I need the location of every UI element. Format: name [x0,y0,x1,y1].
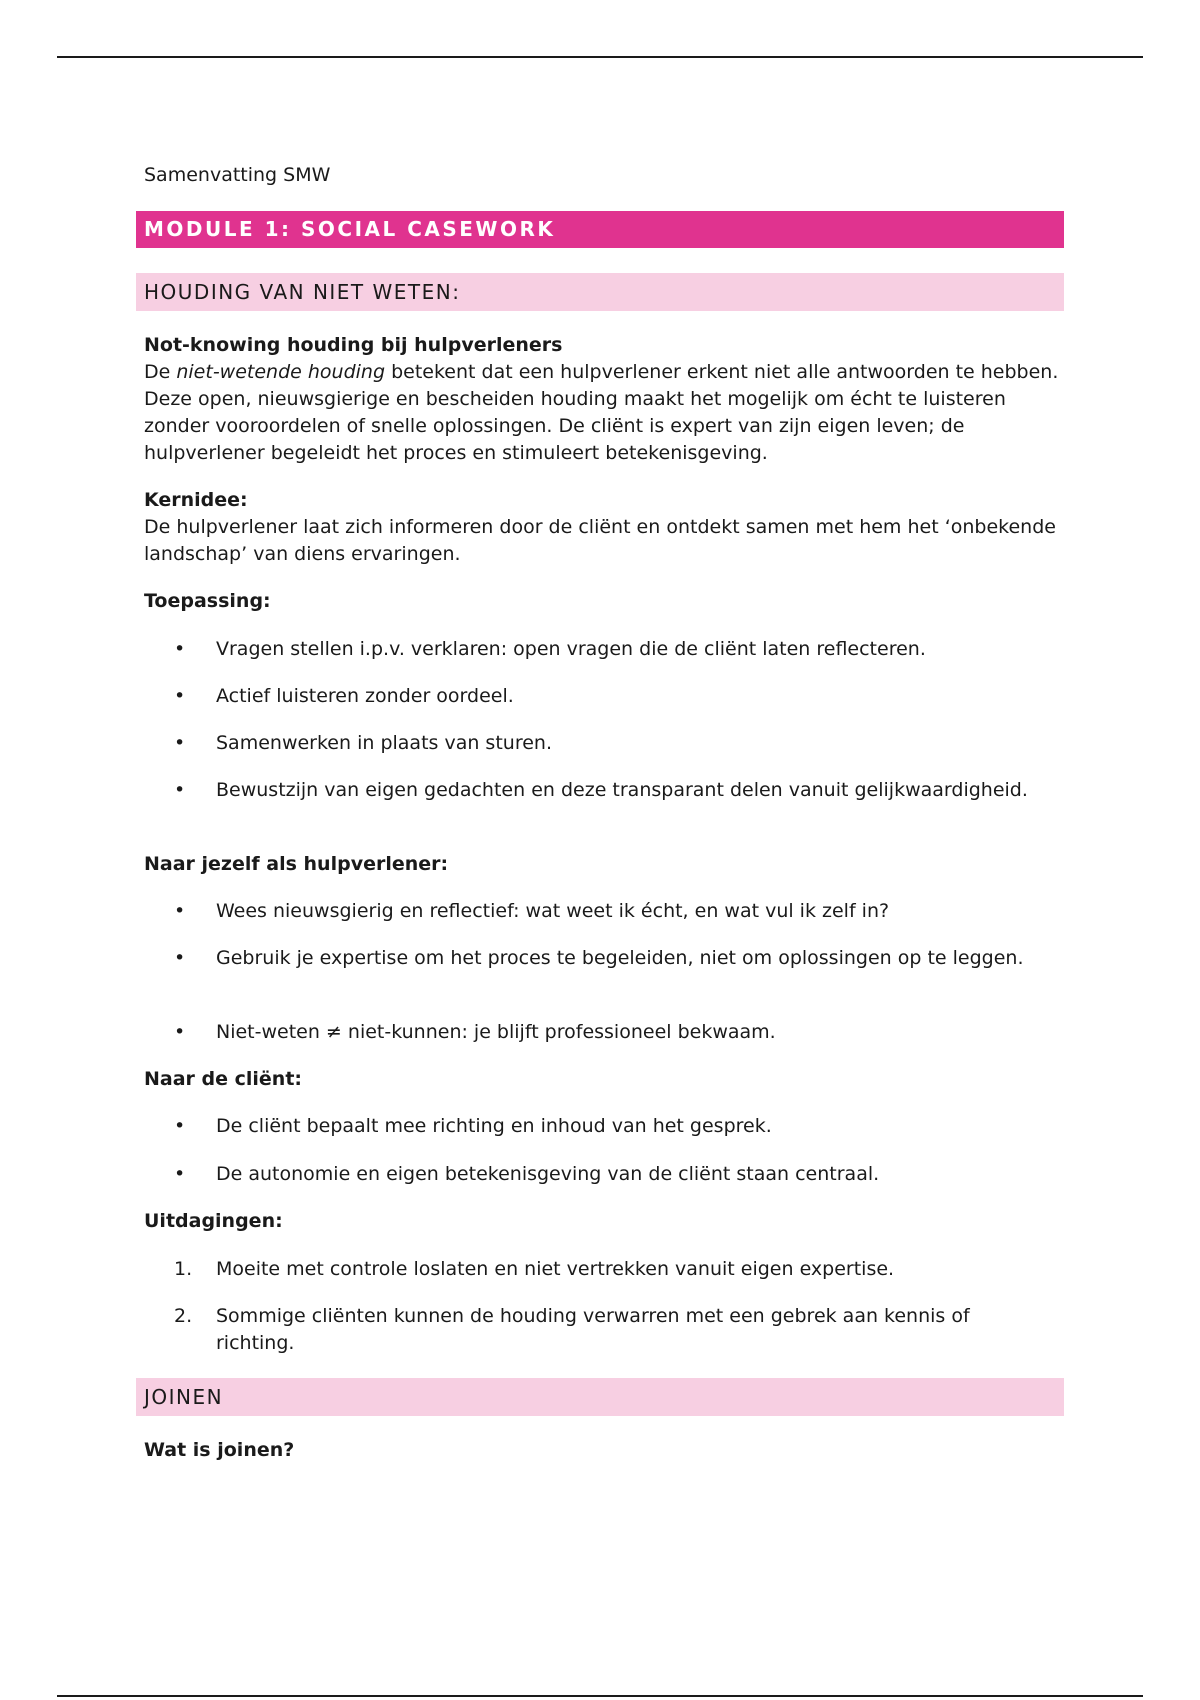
footer-rule [57,1695,1143,1697]
bullet-icon: • [174,779,186,801]
list-item [144,683,1064,710]
list-item-text: Bewustzijn van eigen gedachten en deze transparant delen vanuit gelijkwaardigheid. [216,779,1028,801]
bullet-icon: • [174,1115,186,1137]
intro-body: betekent dat een hulpverlener erkent niet alle antwoorden te hebben. Deze open, nieuwsgierige en bescheiden houding maakt het mogelijk om écht te luisteren zonder vooroordelen of snelle oplossingen. De cliënt is expert van zijn eigen leven; de hulpverlener begeleidt het proces en stimuleert betekenisgeving. [144,361,1059,464]
subheading-toepassing: Toepassing: [144,590,271,612]
list-item-text: Gebruik je expertise om het proces te begeleiden, niet om oplossingen op te leggen. [216,947,1024,969]
intro-paragraph [144,359,1064,467]
list-item-text: Actief luisteren zonder oordeel. [216,685,514,707]
subheading-naar-jezelf: Naar jezelf als hulpverlener: [144,853,449,875]
document-title: Samenvatting SMW [144,164,331,186]
list-item-text: De autonomie en eigen betekenisgeving van de cliënt staan centraal. [216,1163,880,1185]
list-item [144,898,1064,925]
subheading-kernidee: Kernidee: [144,489,248,511]
list-item [144,1161,1064,1188]
list-item-text: Samenwerken in plaats van sturen. [216,732,552,754]
list-item-text: Niet-weten ≠ niet-kunnen: je blijft professioneel bekwaam. [216,1021,776,1043]
list-item [144,1113,1064,1140]
module-heading: MODULE 1: SOCIAL CASEWORK [136,211,1064,248]
bullet-icon: • [174,1163,186,1185]
section-heading-joinen: JOINEN [136,1378,1064,1416]
section-heading-houding: HOUDING VAN NIET WETEN: [136,273,1064,311]
bullet-icon: • [174,947,186,969]
list-item [144,777,1064,804]
list-number: 1. [174,1258,193,1280]
list-item [144,1019,1064,1046]
header-rule [57,56,1143,58]
bullet-icon: • [174,732,186,754]
intro-lead: De [144,361,177,383]
list-item-text: Wees nieuwsgierig en reflectief: wat weet ik écht, en wat vul ik zelf in? [216,900,890,922]
list-item [144,730,1064,757]
list-item [144,636,1064,663]
numbered-item [144,1256,1064,1283]
list-item-text: Vragen stellen i.p.v. verklaren: open vragen die de cliënt laten reflecteren. [216,638,926,660]
subheading-uitdagingen: Uitdagingen: [144,1210,283,1232]
list-item-text: De cliënt bepaalt mee richting en inhoud van het gesprek. [216,1115,772,1137]
bullet-icon: • [174,1021,186,1043]
bullet-icon: • [174,638,186,660]
subheading-wat-is-joinen: Wat is joinen? [144,1439,295,1461]
kernidee-paragraph: De hulpverlener laat zich informeren door de cliënt en ontdekt samen met hem het ‘onbekende landschap’ van diens ervaringen. [144,516,1056,565]
list-item [144,945,1064,972]
bullet-icon: • [174,900,186,922]
list-item-text: Sommige cliënten kunnen de houding verwarren met een gebrek aan kennis of richting. [216,1305,970,1354]
subheading-naar-client: Naar de cliënt: [144,1068,303,1090]
bullet-icon: • [174,685,186,707]
intro-emphasis: niet-wetende houding [176,361,386,383]
list-item-text: Moeite met controle loslaten en niet vertrekken vanuit eigen expertise. [216,1258,895,1280]
subheading-not-knowing: Not-knowing houding bij hulpverleners [144,334,563,356]
numbered-item [144,1303,1064,1357]
list-number: 2. [174,1305,193,1327]
